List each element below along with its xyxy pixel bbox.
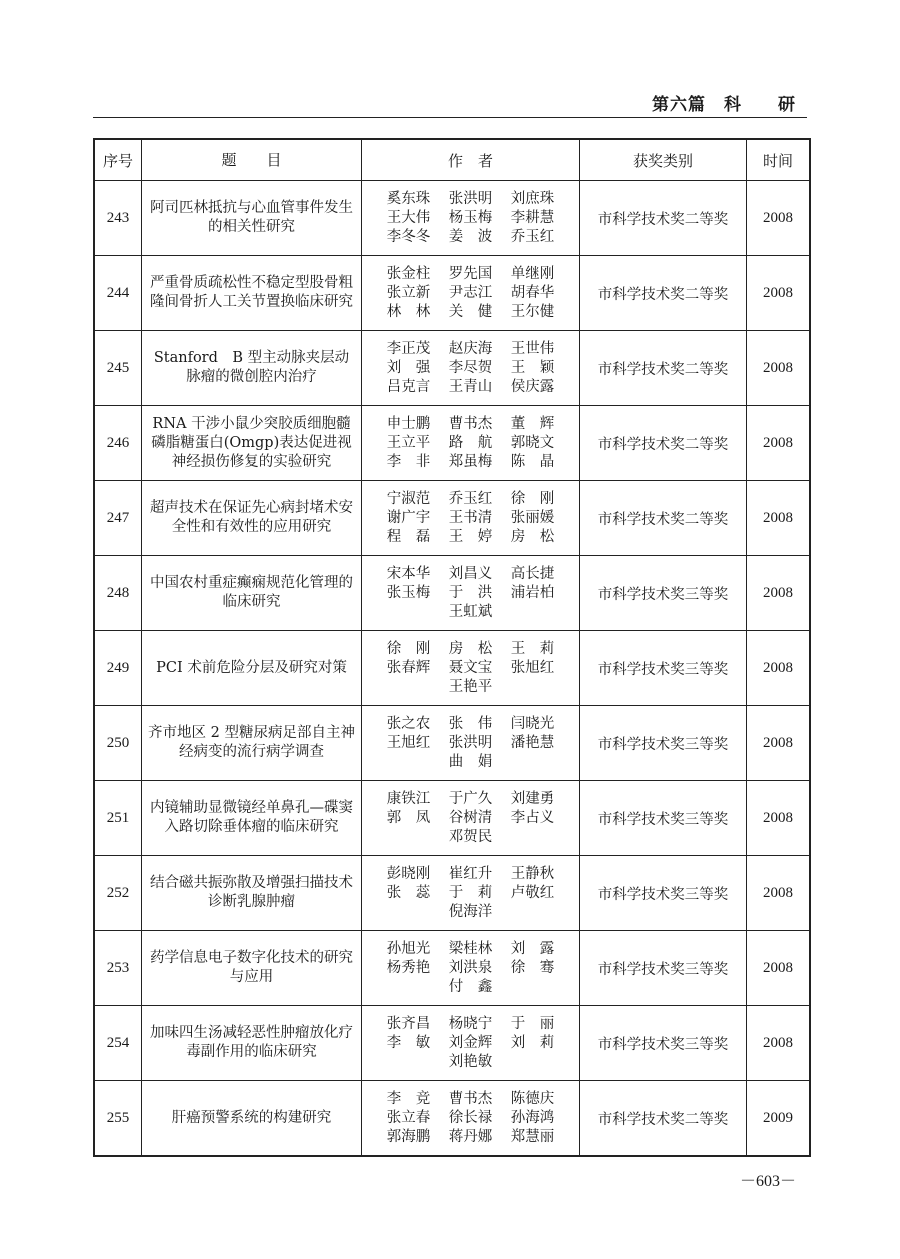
author-name: 彭晓刚 <box>386 865 431 882</box>
author-name: 卢敬红 <box>510 884 555 901</box>
row-seq: 251 <box>94 781 142 856</box>
author-name <box>378 1053 440 1072</box>
row-title-cell <box>142 481 362 556</box>
row-title: 肝癌预警系统的构建研究 <box>171 1109 332 1126</box>
author-name: 张 伟 <box>448 715 493 732</box>
author-name: 张玉梅 <box>386 584 431 601</box>
row-award: 市科学技术奖二等奖 <box>580 256 747 331</box>
author-name: 张洪明 <box>448 734 493 751</box>
row-title-cell <box>142 406 362 481</box>
author-name: 曹书杰 <box>448 415 493 432</box>
author-name: 侯庆露 <box>510 378 555 395</box>
author-name <box>502 753 564 772</box>
table-row <box>94 181 810 256</box>
row-award: 市科学技术奖二等奖 <box>580 406 747 481</box>
row-award: 市科学技术奖二等奖 <box>580 1081 747 1157</box>
author-name: 张 蕊 <box>386 884 431 901</box>
row-year: 2008 <box>747 556 811 631</box>
author-name: 李 敏 <box>386 1034 431 1051</box>
row-award: 市科学技术奖二等奖 <box>580 181 747 256</box>
author-name: 王 婷 <box>448 528 493 545</box>
table-row <box>94 631 810 706</box>
author-name: 张春辉 <box>386 659 431 676</box>
table-row <box>94 856 810 931</box>
author-name: 高长捷 <box>510 565 555 582</box>
author-list <box>362 565 579 622</box>
author-name: 曲 娟 <box>448 753 493 770</box>
author-name: 吕克言 <box>386 378 431 395</box>
row-title-cell <box>142 706 362 781</box>
row-award: 市科学技术奖三等奖 <box>580 1006 747 1081</box>
author-name <box>502 828 564 847</box>
column-header-title: 题 目 <box>142 139 362 181</box>
author-name <box>378 603 440 622</box>
author-name: 刘 露 <box>510 940 555 957</box>
author-name: 王虹斌 <box>448 603 493 620</box>
row-authors-cell <box>362 406 580 481</box>
row-year: 2008 <box>747 631 811 706</box>
row-title-cell <box>142 556 362 631</box>
row-year: 2008 <box>747 181 811 256</box>
row-seq: 245 <box>94 331 142 406</box>
row-title: 超声技术在保证先心病封堵术安全性和有效性的应用研究 <box>150 500 353 535</box>
author-name: 刘昌义 <box>448 565 493 582</box>
row-authors-cell <box>362 781 580 856</box>
row-seq: 248 <box>94 556 142 631</box>
row-authors-cell <box>362 931 580 1006</box>
row-authors-cell <box>362 856 580 931</box>
author-name: 李耕慧 <box>510 209 555 226</box>
author-name <box>502 1053 564 1072</box>
row-year: 2008 <box>747 256 811 331</box>
row-authors-cell <box>362 556 580 631</box>
author-name: 于 莉 <box>448 884 493 901</box>
author-name: 倪海洋 <box>448 903 493 920</box>
author-name: 张立新 <box>386 284 431 301</box>
author-name: 李正茂 <box>386 340 431 357</box>
author-name: 刘 强 <box>386 359 431 376</box>
author-name: 杨秀艳 <box>386 959 431 976</box>
author-name: 康铁江 <box>386 790 431 807</box>
author-name: 崔红升 <box>448 865 493 882</box>
author-name: 李占义 <box>510 809 555 826</box>
row-title-cell <box>142 781 362 856</box>
author-list <box>362 715 579 772</box>
row-seq: 244 <box>94 256 142 331</box>
row-authors-cell <box>362 1081 580 1157</box>
table-row <box>94 706 810 781</box>
author-list <box>362 640 579 697</box>
author-name: 李 非 <box>386 453 431 470</box>
author-name <box>378 678 440 697</box>
author-name: 郭晓文 <box>510 434 555 451</box>
author-name: 张立春 <box>386 1109 431 1126</box>
row-authors-cell <box>362 181 580 256</box>
row-title: 药学信息电子数字化技术的研究与应用 <box>150 950 353 985</box>
row-seq: 246 <box>94 406 142 481</box>
table-row <box>94 1006 810 1081</box>
author-name: 赵庆海 <box>448 340 493 357</box>
author-name: 徐 骞 <box>510 959 555 976</box>
author-name: 刘洪泉 <box>448 959 493 976</box>
row-title-cell <box>142 1006 362 1081</box>
author-name: 于广久 <box>448 790 493 807</box>
row-title: 加味四生汤减轻恶性肿瘤放化疗毒副作用的临床研究 <box>150 1025 353 1060</box>
table-body <box>94 181 810 1157</box>
row-seq: 253 <box>94 931 142 1006</box>
award-table <box>93 138 811 1157</box>
table-row <box>94 931 810 1006</box>
author-name: 关 健 <box>448 303 493 320</box>
column-header-award: 获奖类别 <box>580 139 747 181</box>
row-award: 市科学技术奖二等奖 <box>580 331 747 406</box>
author-name <box>378 978 440 997</box>
author-name: 王 莉 <box>510 640 555 657</box>
author-name: 刘金辉 <box>448 1034 493 1051</box>
author-name: 郑虽梅 <box>448 453 493 470</box>
author-name: 房 松 <box>448 640 493 657</box>
row-seq: 252 <box>94 856 142 931</box>
row-seq: 250 <box>94 706 142 781</box>
row-title: Stanford B 型主动脉夹层动脉瘤的微创腔内治疗 <box>153 350 350 385</box>
author-name: 王 颖 <box>510 359 555 376</box>
table-row <box>94 406 810 481</box>
author-name: 陈德庆 <box>510 1090 555 1107</box>
author-name: 奚东珠 <box>386 190 431 207</box>
row-authors-cell <box>362 481 580 556</box>
author-name: 林 林 <box>386 303 431 320</box>
author-name: 闫晓光 <box>510 715 555 732</box>
author-name: 杨晓宁 <box>448 1015 493 1032</box>
table-row <box>94 331 810 406</box>
row-year: 2009 <box>747 1081 811 1157</box>
row-title: 齐市地区 2 型糖尿病足部自主神经病变的流行病学调查 <box>148 725 355 760</box>
header-rule <box>93 117 807 118</box>
author-name: 王青山 <box>448 378 493 395</box>
author-list <box>362 340 579 397</box>
author-name <box>502 678 564 697</box>
row-award: 市科学技术奖三等奖 <box>580 781 747 856</box>
row-year: 2008 <box>747 331 811 406</box>
row-title-cell <box>142 631 362 706</box>
author-list <box>362 415 579 472</box>
author-name <box>378 828 440 847</box>
author-name: 路 航 <box>448 434 493 451</box>
column-header-year: 时间 <box>747 139 811 181</box>
row-seq: 243 <box>94 181 142 256</box>
author-name: 邓贺民 <box>448 828 493 845</box>
author-name: 于 丽 <box>510 1015 555 1032</box>
author-name: 罗先国 <box>448 265 493 282</box>
author-name: 梁桂林 <box>448 940 493 957</box>
author-name: 王书清 <box>448 509 493 526</box>
author-name <box>378 753 440 772</box>
author-name: 姜 波 <box>448 228 493 245</box>
row-title: 中国农村重症癫痫规范化管理的临床研究 <box>150 575 353 610</box>
author-name: 胡春华 <box>510 284 555 301</box>
row-authors-cell <box>362 706 580 781</box>
author-name: 孙旭光 <box>386 940 431 957</box>
row-title: 内镜辅助显微镜经单鼻孔—碟窦入路切除垂体瘤的临床研究 <box>150 800 353 835</box>
author-name <box>502 903 564 922</box>
row-title: PCI 术前危险分层及研究对策 <box>156 659 347 676</box>
page-number: －603－ <box>739 1173 796 1190</box>
column-header-authors: 作 者 <box>362 139 580 181</box>
author-name: 郭 凤 <box>386 809 431 826</box>
row-seq: 254 <box>94 1006 142 1081</box>
table-header-row <box>94 139 810 181</box>
row-year: 2008 <box>747 781 811 856</box>
author-name: 张之农 <box>386 715 431 732</box>
author-name: 付 鑫 <box>448 978 493 995</box>
author-name: 陈 晶 <box>510 453 555 470</box>
author-list <box>362 940 579 997</box>
author-name: 宋本华 <box>386 565 431 582</box>
author-name: 徐 刚 <box>386 640 431 657</box>
row-title-cell <box>142 856 362 931</box>
author-name: 刘建勇 <box>510 790 555 807</box>
row-seq: 255 <box>94 1081 142 1157</box>
table-row <box>94 481 810 556</box>
author-list <box>362 1015 579 1072</box>
row-award: 市科学技术奖三等奖 <box>580 631 747 706</box>
table-row <box>94 781 810 856</box>
author-name: 程 磊 <box>386 528 431 545</box>
author-name: 乔玉红 <box>448 490 493 507</box>
row-year: 2008 <box>747 481 811 556</box>
author-name: 徐 刚 <box>510 490 555 507</box>
author-name: 谷树清 <box>448 809 493 826</box>
author-list <box>362 490 579 547</box>
row-award: 市科学技术奖三等奖 <box>580 706 747 781</box>
author-name: 李冬冬 <box>386 228 431 245</box>
author-name <box>378 903 440 922</box>
author-name: 刘艳敏 <box>448 1053 493 1070</box>
author-name: 王艳平 <box>448 678 493 695</box>
author-name: 申士鹏 <box>386 415 431 432</box>
row-title-cell <box>142 1081 362 1157</box>
author-name: 单继刚 <box>510 265 555 282</box>
row-seq: 247 <box>94 481 142 556</box>
author-name: 王静秋 <box>510 865 555 882</box>
author-list <box>362 265 579 322</box>
author-name: 王立平 <box>386 434 431 451</box>
author-name: 李 竞 <box>386 1090 431 1107</box>
row-title-cell <box>142 931 362 1006</box>
row-authors-cell <box>362 631 580 706</box>
author-name: 王旭红 <box>386 734 431 751</box>
author-name: 房 松 <box>510 528 555 545</box>
row-award: 市科学技术奖三等奖 <box>580 556 747 631</box>
author-name: 王世伟 <box>510 340 555 357</box>
author-name: 孙海鸿 <box>510 1109 555 1126</box>
row-title: RNA 干涉小鼠少突胶质细胞髓磷脂糖蛋白(Omgp)表达促进视神经损伤修复的实验研究 <box>151 415 352 470</box>
author-list <box>362 790 579 847</box>
author-list <box>362 865 579 922</box>
author-name: 张洪明 <box>448 190 493 207</box>
row-year: 2008 <box>747 931 811 1006</box>
author-name: 曹书杰 <box>448 1090 493 1107</box>
table-row <box>94 556 810 631</box>
author-name: 徐长禄 <box>448 1109 493 1126</box>
author-name: 乔玉红 <box>510 228 555 245</box>
author-name: 谢广宇 <box>386 509 431 526</box>
row-authors-cell <box>362 1006 580 1081</box>
row-seq: 249 <box>94 631 142 706</box>
author-name: 张丽媛 <box>510 509 555 526</box>
author-name: 刘庶珠 <box>510 190 555 207</box>
row-title-cell <box>142 331 362 406</box>
author-name <box>502 978 564 997</box>
author-name: 董 辉 <box>510 415 555 432</box>
column-header-seq: 序号 <box>94 139 142 181</box>
row-title: 严重骨质疏松性不稳定型股骨粗隆间骨折人工关节置换临床研究 <box>150 275 353 310</box>
author-name: 刘 莉 <box>510 1034 555 1051</box>
row-title: 阿司匹林抵抗与心血管事件发生的相关性研究 <box>150 200 353 235</box>
author-name: 尹志江 <box>448 284 493 301</box>
row-award: 市科学技术奖二等奖 <box>580 481 747 556</box>
row-year: 2008 <box>747 406 811 481</box>
author-name <box>502 603 564 622</box>
author-name: 王大伟 <box>386 209 431 226</box>
table-row <box>94 256 810 331</box>
author-list <box>362 1090 579 1147</box>
author-name: 郭海鹏 <box>386 1128 431 1145</box>
author-name: 张旭红 <box>510 659 555 676</box>
author-name: 张金柱 <box>386 265 431 282</box>
author-name: 浦岩柏 <box>510 584 555 601</box>
author-name: 杨玉梅 <box>448 209 493 226</box>
row-title-cell <box>142 181 362 256</box>
author-name: 潘艳慧 <box>510 734 555 751</box>
author-name: 张齐昌 <box>386 1015 431 1032</box>
author-name: 聂文宝 <box>448 659 493 676</box>
row-title-cell <box>142 256 362 331</box>
table-row <box>94 1081 810 1157</box>
row-award: 市科学技术奖三等奖 <box>580 856 747 931</box>
author-name: 宁淑范 <box>386 490 431 507</box>
row-authors-cell <box>362 256 580 331</box>
row-year: 2008 <box>747 706 811 781</box>
author-name: 李尽贺 <box>448 359 493 376</box>
row-year: 2008 <box>747 856 811 931</box>
row-title: 结合磁共振弥散及增强扫描技术诊断乳腺肿瘤 <box>150 875 353 910</box>
author-name: 郑慧丽 <box>510 1128 555 1145</box>
section-header: 第六篇 科 研 <box>652 95 796 115</box>
author-list <box>362 190 579 247</box>
author-name: 蒋丹娜 <box>448 1128 493 1145</box>
row-authors-cell <box>362 331 580 406</box>
author-name: 王尔健 <box>510 303 555 320</box>
author-name: 于 洪 <box>448 584 493 601</box>
row-award: 市科学技术奖三等奖 <box>580 931 747 1006</box>
row-year: 2008 <box>747 1006 811 1081</box>
